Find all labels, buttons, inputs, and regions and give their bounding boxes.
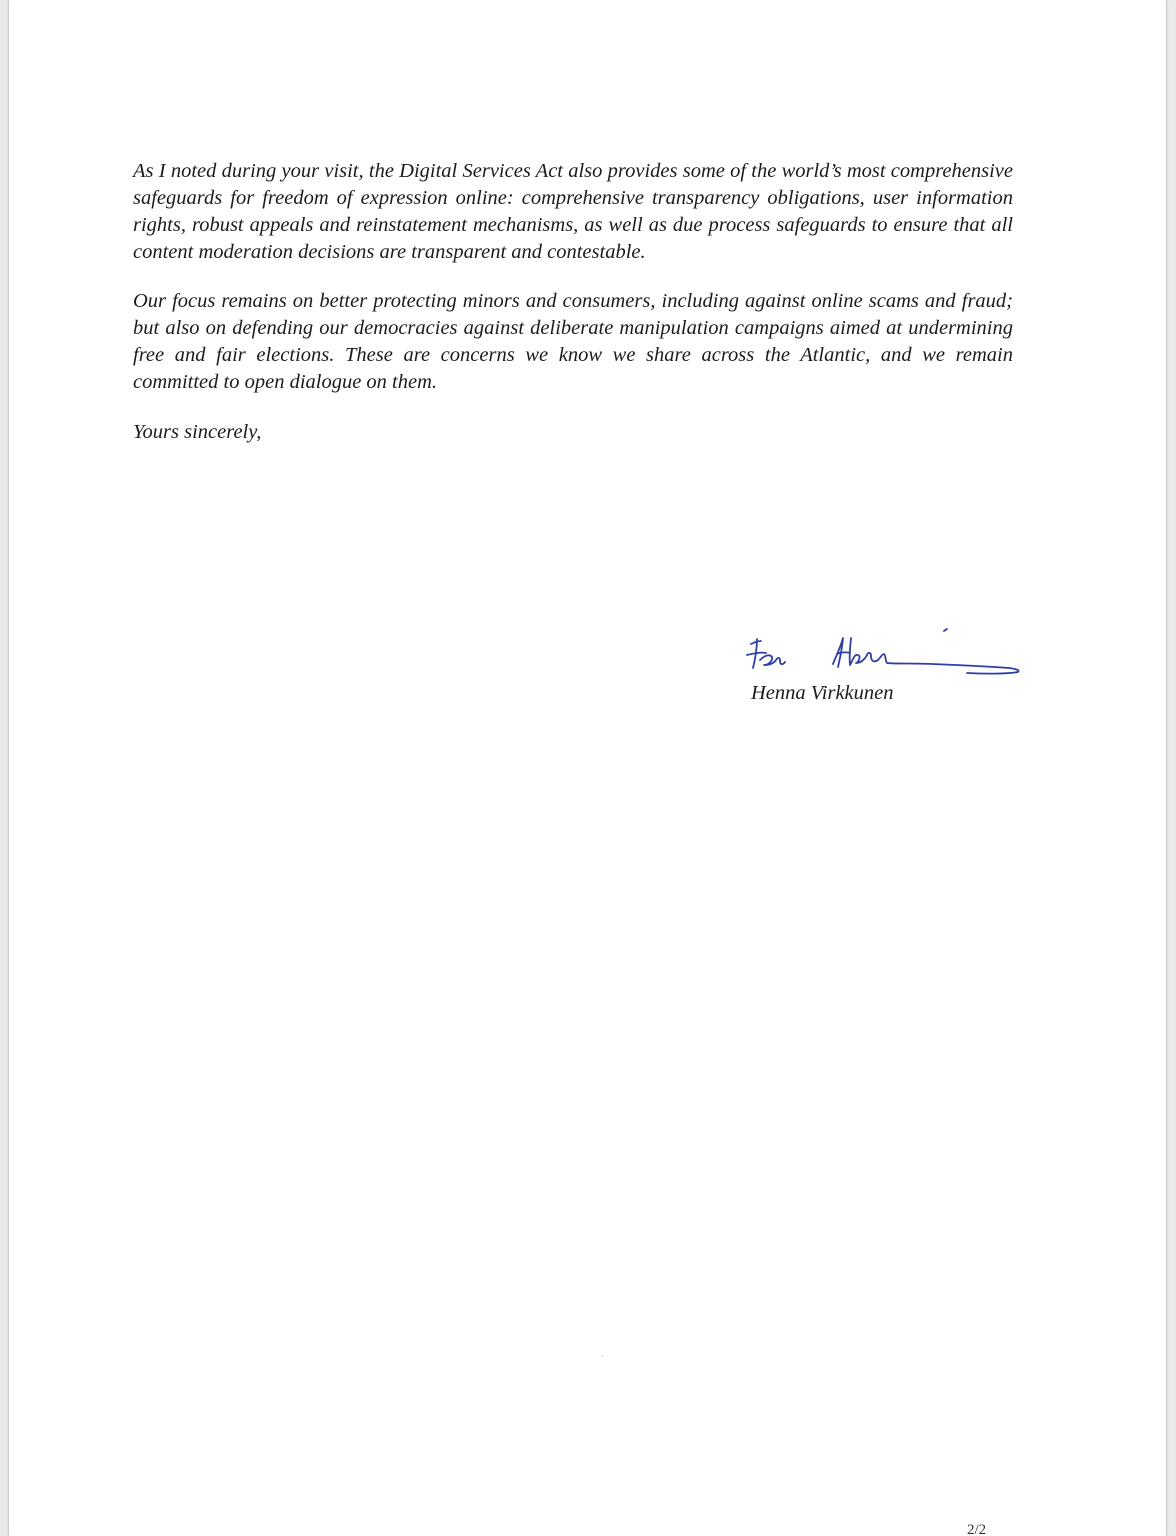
closing-salutation: Yours sincerely, bbox=[133, 421, 262, 443]
handwritten-signature bbox=[737, 624, 1027, 684]
letter-body bbox=[133, 158, 1013, 446]
signatory-name: Henna Virkkunen bbox=[751, 682, 894, 704]
document-page bbox=[9, 0, 1166, 1536]
body-paragraph: As I noted during your visit, the Digital Services Act also provides some of the world’s most comprehensive safeguards for freedom of expression online: comprehensive transparency obligations, user information rights, robust appeals and reinstatement mechanisms, as well as due process safeguards to ensure that all content moderation decisions are transparent and contestable. bbox=[133, 160, 1013, 263]
body-paragraph: Our focus remains on better protecting minors and consumers, including against online scams and fraud; but also on defending our democracies against deliberate manipulation campaigns aimed at undermining free and fair elections. These are concerns we know we share across the Atlantic, and we remain committed to open dialogue on them. bbox=[133, 290, 1013, 393]
scan-speck bbox=[601, 1355, 603, 1357]
page-number: 2/2 bbox=[967, 1522, 987, 1536]
